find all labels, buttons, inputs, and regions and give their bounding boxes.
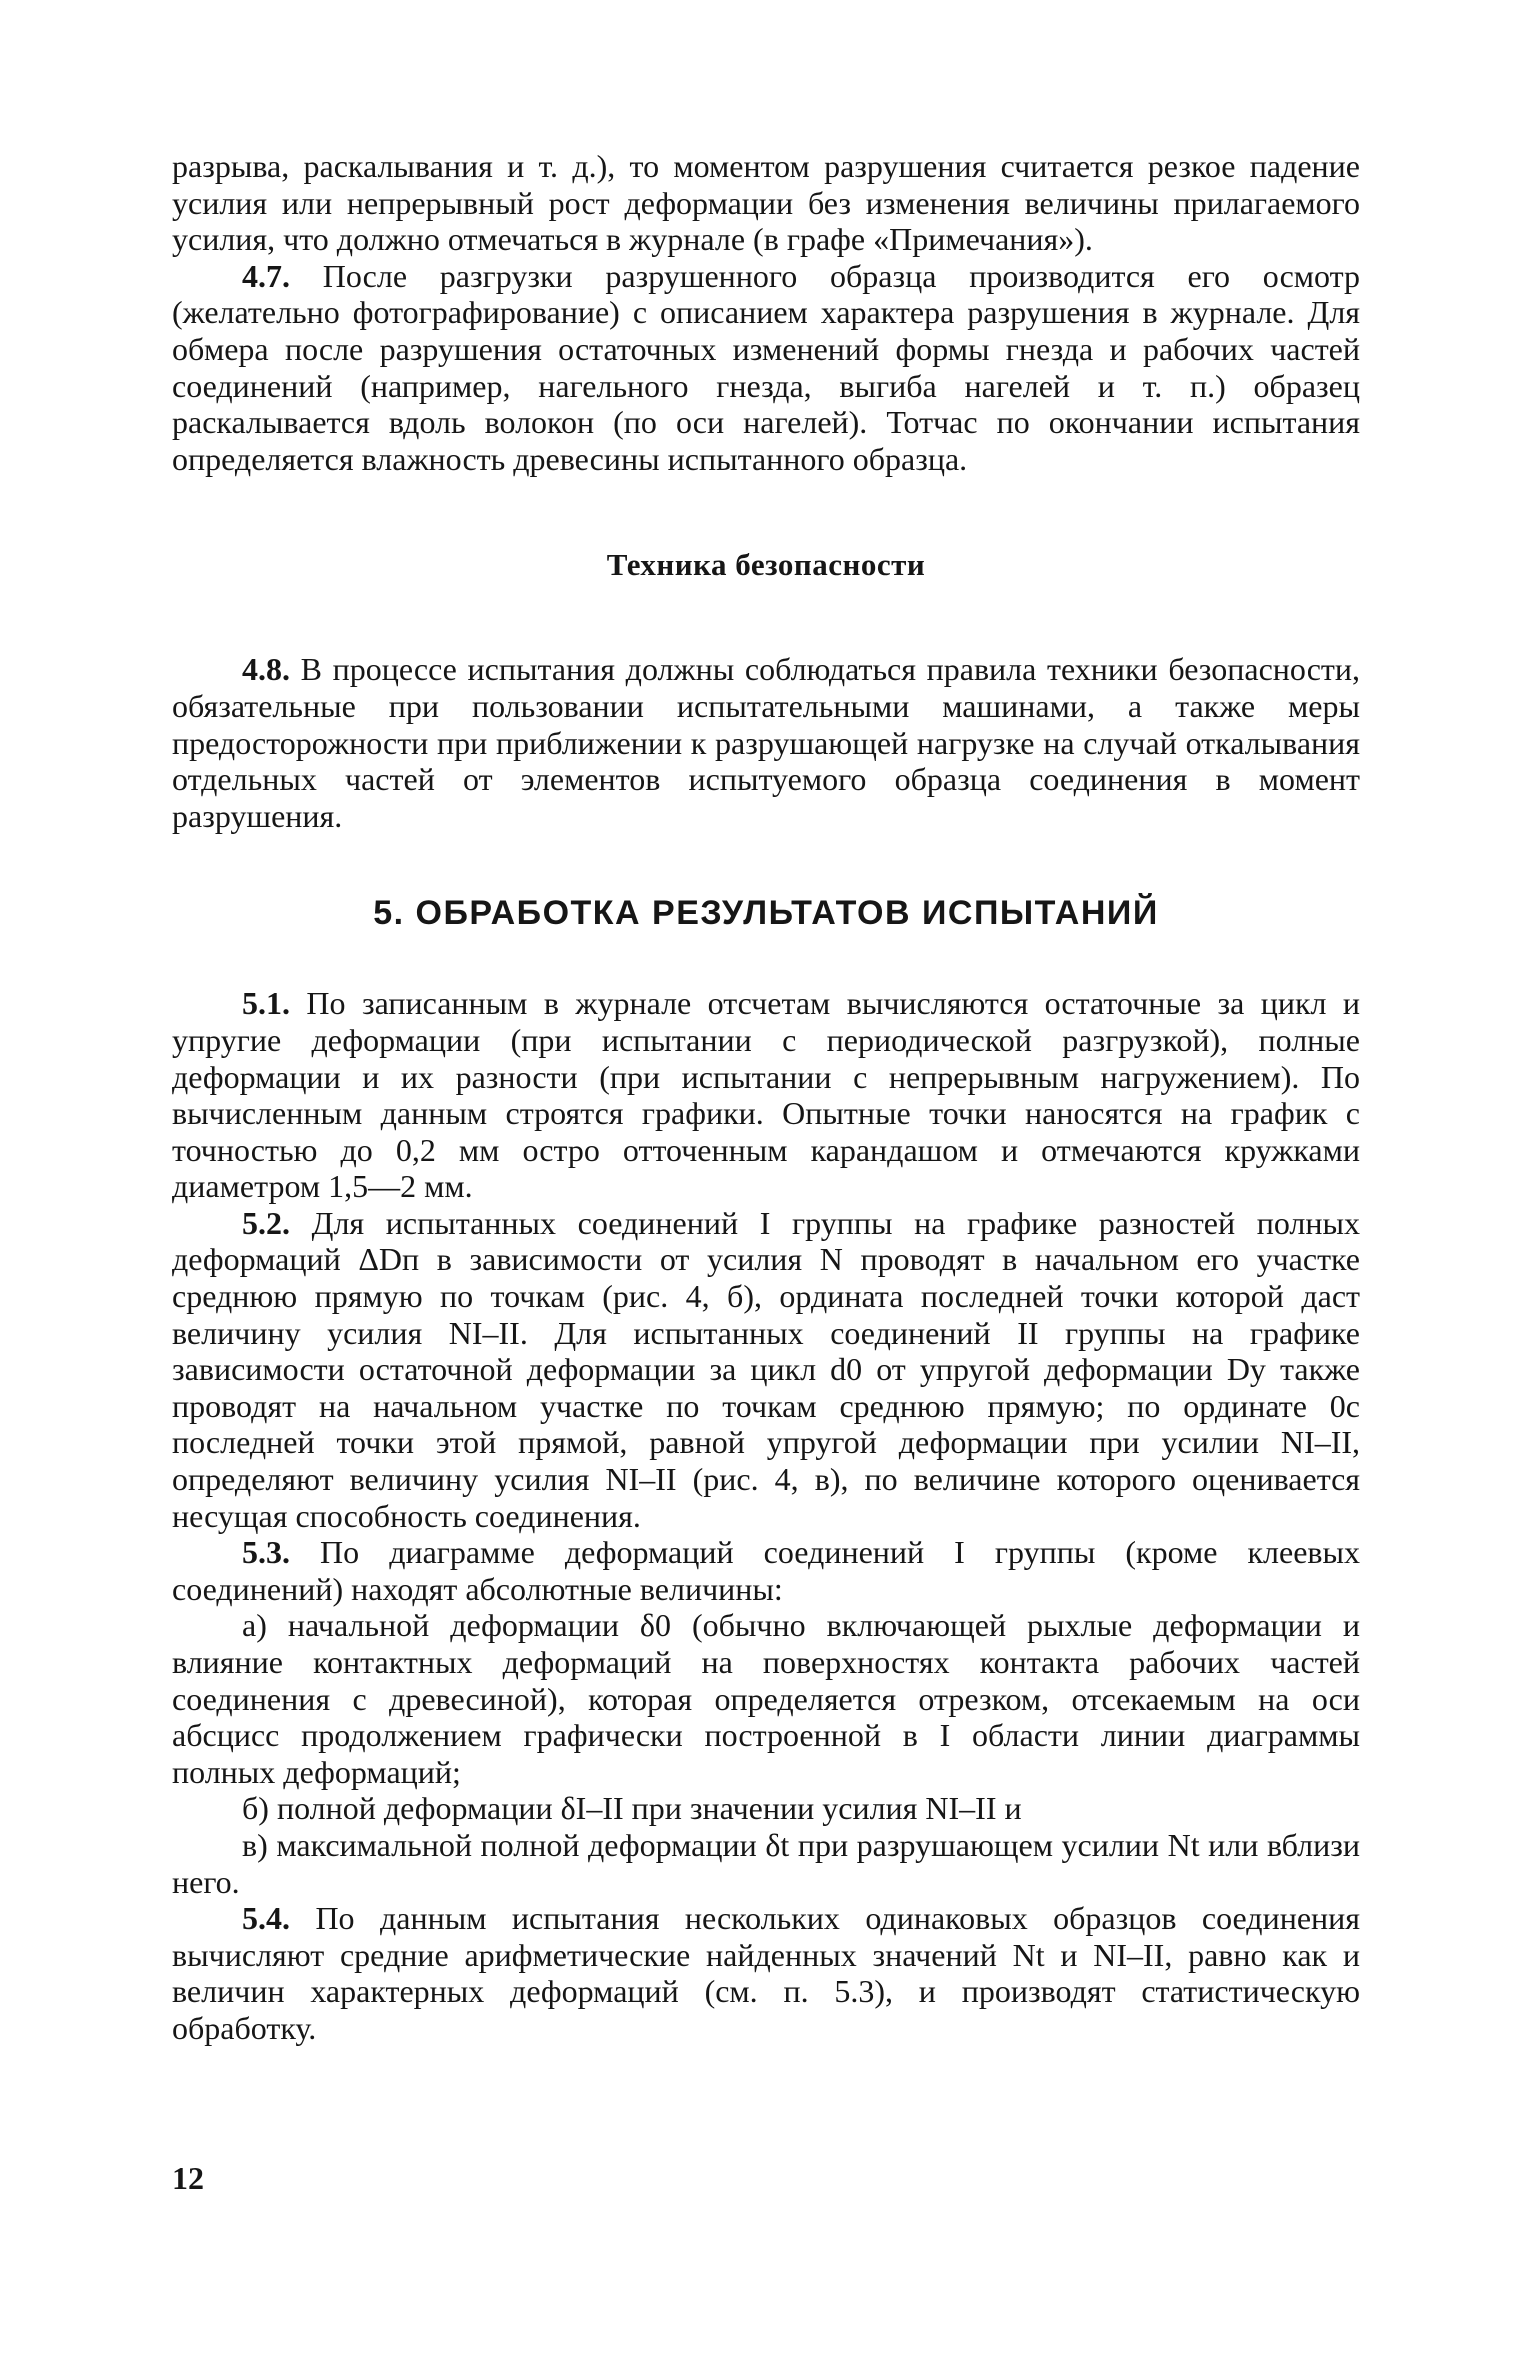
clause-number: 5.3. bbox=[242, 1534, 290, 1571]
paragraph-text: По диаграмме деформаций соединений I группы (кроме клеевых соединений) находят абсолютные величины: bbox=[172, 1534, 1360, 1607]
section-5-heading: 5. ОБРАБОТКА РЕЗУЛЬТАТОВ ИСПЫТАНИЙ bbox=[373, 894, 1159, 933]
paragraph-5-4 bbox=[172, 1900, 1360, 2046]
list-item-b bbox=[172, 1790, 1360, 1827]
paragraph-5-3 bbox=[172, 1534, 1360, 1607]
clause-number: 4.7. bbox=[242, 257, 290, 294]
paragraph-text: а) начальной деформации δ0 (обычно включающей рыхлые деформации и влияние контактных деформаций на поверхностях контакта рабочих частей соединения с древесиной), которая определяется отрезком, отсекаемым на оси абсцисс продолжением графически построенной в I области линии диаграммы полных деформаций; bbox=[172, 1607, 1360, 1790]
paragraph-text: По данным испытания нескольких одинаковых образцов соединения вычисляют средние арифметические найденных значений Nt и NI–II, равно как и величин характерных деформаций (см. п. 5.3), и производят статистическую обработку. bbox=[172, 1900, 1361, 2046]
clause-number: 5.1. bbox=[242, 985, 290, 1022]
paragraph-text: разрыва, раскалывания и т. д.), то моментом разрушения считается резкое падение усилия или непрерывный рост деформации без изменения величины прилагаемого усилия, что должно отмечаться в журнале (в графе «Примечания»). bbox=[172, 148, 1360, 258]
paragraph-text: В процессе испытания должны соблюдаться правила техники безопасности, обязательные при пользовании испытательными машинами, а также меры предосторожности при приближении к разрушающей нагрузке на случай откалывания отдельных частей от элементов испытуемого образца соединения в момент разрушения. bbox=[172, 651, 1360, 834]
paragraph-4-7 bbox=[172, 258, 1360, 478]
clause-number: 4.8. bbox=[242, 651, 290, 688]
paragraph-5-1 bbox=[172, 985, 1360, 1205]
paragraph-text: По записанным в журнале отсчетам вычисляются остаточные за цикл и упругие деформации (при испытании с периодической разгрузкой), полные деформации и их разности (при испытании с непрерывным нагружением). По вычисленным данным строятся графики. Опытные точки наносятся на график с точностью до 0,2 мм остро отточенным карандашом и отмечаются кружками диаметром 1,5—2 мм. bbox=[172, 985, 1360, 1205]
list-item-a bbox=[172, 1607, 1360, 1790]
paragraph-4-8 bbox=[172, 651, 1360, 834]
safety-heading: Техника безопасности bbox=[606, 547, 926, 583]
page-number: 12 bbox=[172, 2160, 204, 2196]
paragraph-text: б) полной деформации δI–II при значении усилия NI–II и bbox=[242, 1790, 1022, 1827]
paragraph-continuation bbox=[172, 148, 1360, 258]
paragraph-text: После разгрузки разрушенного образца производится его осмотр (желательно фотографирование) с описанием характера разрушения в журнале. Для обмера после разрушения остаточных изменений формы гнезда и рабочих частей соединений (например, нагельного гнезда, выгиба нагелей и т. п.) образец раскалывается вдоль волокон (по оси нагелей). Тотчас по окончании испытания определяется влажность древесины испытанного образца. bbox=[172, 257, 1360, 477]
list-item-v bbox=[172, 1827, 1360, 1900]
page-body bbox=[172, 148, 1360, 2047]
paragraph-text: в) максимальной полной деформации δt при разрушающем усилии Nt или вблизи него. bbox=[172, 1826, 1360, 1900]
clause-number: 5.2. bbox=[242, 1204, 290, 1241]
paragraph-text: Для испытанных соединений I группы на графике разностей полных деформаций ΔDп в зависимости от усилия N проводят в начальном его участке среднюю прямую по точкам (рис. 4, б), ордината последней точки которой даст величину усилия NI–II. Для испытанных соединений II группы на графике зависимости остаточной деформации за цикл d0 от упругой деформации Dу также проводят на начальном участке по точкам среднюю прямую; по ординате 0c последней точки этой прямой, равной упругой деформации при усилии NI–II, определяют величину усилия NI–II (рис. 4, в), по величине которого оценивается несущая способность соединения. bbox=[172, 1204, 1360, 1534]
paragraph-5-2 bbox=[172, 1205, 1360, 1534]
clause-number: 5.4. bbox=[242, 1900, 290, 1937]
